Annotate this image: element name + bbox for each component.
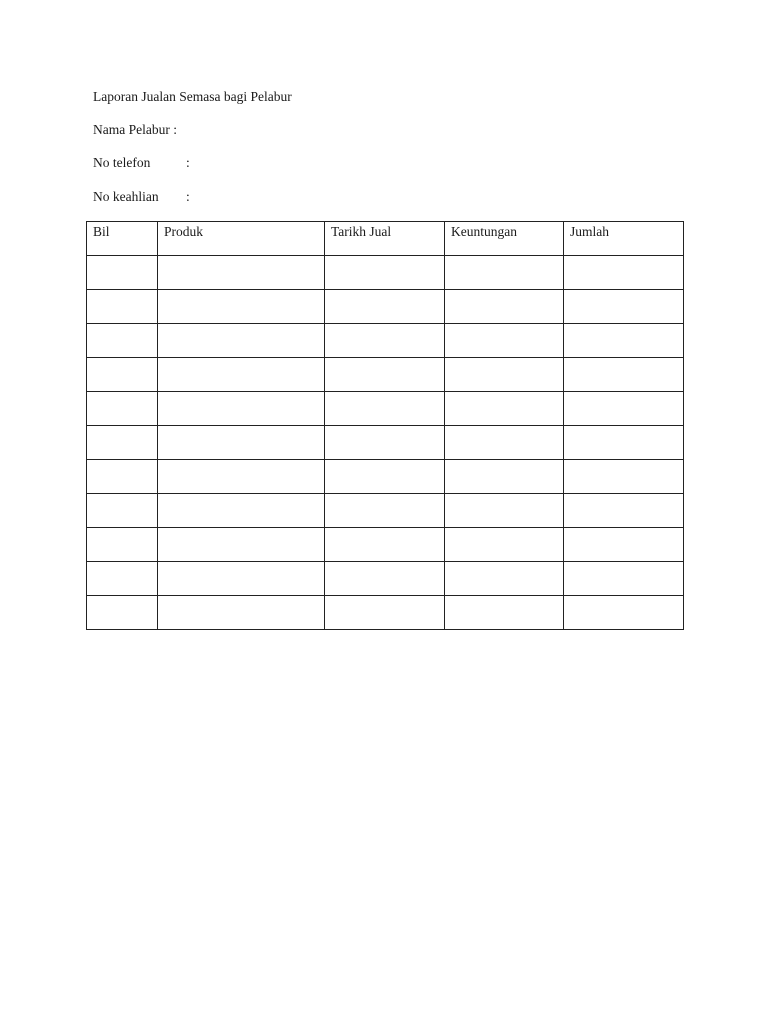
field-label: No keahlian — [93, 189, 159, 204]
table-row — [87, 256, 684, 290]
table-cell — [158, 494, 325, 528]
table-cell — [445, 460, 564, 494]
sales-report-table — [86, 221, 684, 630]
table-cell — [325, 256, 445, 290]
table-cell — [325, 324, 445, 358]
table-cell — [564, 426, 684, 460]
table-cell — [87, 596, 158, 630]
table-cell — [158, 528, 325, 562]
table-cell — [564, 290, 684, 324]
table-cell — [445, 562, 564, 596]
field-label: Nama Pelabur : — [93, 122, 177, 137]
table-cell — [325, 290, 445, 324]
table-cell — [87, 562, 158, 596]
table-cell — [158, 358, 325, 392]
header-bil: Bil — [87, 222, 158, 256]
table-cell — [564, 460, 684, 494]
table-row — [87, 460, 684, 494]
field-colon: : — [186, 155, 190, 170]
table-cell — [87, 460, 158, 494]
field-colon: : — [186, 189, 190, 204]
header-produk: Produk — [158, 222, 325, 256]
table-cell — [445, 392, 564, 426]
field-no-keahlian — [93, 189, 213, 205]
table-cell — [87, 426, 158, 460]
table-cell — [325, 358, 445, 392]
document-title: Laporan Jualan Semasa bagi Pelabur — [93, 89, 292, 104]
table-cell — [325, 596, 445, 630]
table-cell — [564, 528, 684, 562]
table-cell — [445, 358, 564, 392]
table-cell — [445, 494, 564, 528]
table-cell — [87, 256, 158, 290]
table-cell — [87, 324, 158, 358]
field-nama-pelabur — [93, 122, 177, 138]
table-row — [87, 426, 684, 460]
table-cell — [158, 562, 325, 596]
table-header-row — [87, 222, 684, 256]
table-cell — [564, 596, 684, 630]
table-cell — [87, 528, 158, 562]
table-cell — [564, 358, 684, 392]
table-cell — [564, 392, 684, 426]
table-cell — [445, 256, 564, 290]
table-cell — [445, 596, 564, 630]
table-cell — [87, 392, 158, 426]
header-tarikh-jual: Tarikh Jual — [325, 222, 445, 256]
field-no-telefon — [93, 155, 213, 171]
table-cell — [87, 358, 158, 392]
table-cell — [445, 290, 564, 324]
table-body — [87, 256, 684, 630]
field-label: No telefon — [93, 155, 151, 170]
table-cell — [325, 562, 445, 596]
table-cell — [325, 528, 445, 562]
table-cell — [158, 426, 325, 460]
table-row — [87, 290, 684, 324]
table-row — [87, 562, 684, 596]
table-cell — [445, 324, 564, 358]
table-cell — [158, 460, 325, 494]
table-cell — [87, 290, 158, 324]
table-cell — [158, 290, 325, 324]
table-cell — [158, 256, 325, 290]
table-row — [87, 324, 684, 358]
table-cell — [325, 460, 445, 494]
table-row — [87, 596, 684, 630]
table-cell — [564, 324, 684, 358]
table-cell — [325, 392, 445, 426]
table-row — [87, 392, 684, 426]
table-cell — [445, 528, 564, 562]
header-jumlah: Jumlah — [564, 222, 684, 256]
table-row — [87, 528, 684, 562]
table-cell — [325, 494, 445, 528]
table-cell — [325, 426, 445, 460]
table-cell — [158, 596, 325, 630]
table-cell — [87, 494, 158, 528]
table-row — [87, 358, 684, 392]
table-cell — [564, 494, 684, 528]
table-cell — [445, 426, 564, 460]
table-cell — [564, 256, 684, 290]
table-cell — [564, 562, 684, 596]
table-row — [87, 494, 684, 528]
table-cell — [158, 324, 325, 358]
header-keuntungan: Keuntungan — [445, 222, 564, 256]
table-cell — [158, 392, 325, 426]
